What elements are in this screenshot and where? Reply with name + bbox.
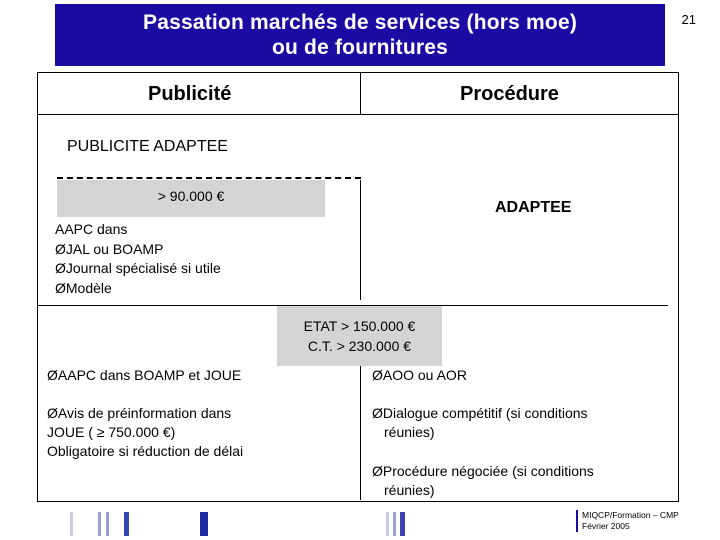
- footer-decoration-bar: [386, 512, 389, 536]
- column-divider-middle: [360, 180, 361, 300]
- preinformation-line: Obligatoire si réduction de délai: [47, 443, 244, 459]
- ct-threshold-line: C.T. > 230.000 €: [307, 338, 412, 354]
- footer-decoration-bar: [393, 512, 396, 536]
- list-item: ØModèle: [55, 279, 112, 296]
- preinformation-line: JOUE ( ≥ 750.000 €): [47, 424, 176, 440]
- publicite-adaptee-label: PUBLICITE ADAPTEE: [67, 138, 228, 155]
- column-heading-publicite: Publicité: [148, 83, 232, 105]
- preinformation-line: ØAvis de préinformation dans: [47, 405, 232, 421]
- dashed-separator: [57, 177, 361, 179]
- dialogue-line: réunies): [384, 424, 435, 440]
- etat-threshold-line: ETAT > 150.000 €: [303, 318, 416, 334]
- list-item: ØJournal spécialisé si utile: [55, 260, 221, 276]
- list-item: ØJAL ou BOAMP: [55, 240, 164, 257]
- procedure-negociee-item: [372, 462, 594, 500]
- aapc-boamp-joue-item: ØAAPC dans BOAMP et JOUE: [47, 367, 242, 383]
- etat-threshold-box: [277, 306, 442, 366]
- footer-credit-line: Février 2005: [582, 521, 630, 531]
- column-divider-top: [360, 72, 361, 114]
- threshold-label: > 90.000 €: [157, 187, 225, 204]
- negociee-line: ØProcédure négociée (si conditions: [372, 463, 594, 479]
- negociee-line: réunies): [384, 482, 435, 498]
- header-divider: [38, 114, 678, 115]
- preinformation-item: [47, 404, 243, 461]
- footer-decoration-bar: [124, 512, 129, 536]
- column-heading-procedure: Procédure: [460, 83, 559, 105]
- list-item: AAPC dans: [55, 221, 128, 237]
- footer-decoration-bar: [400, 512, 405, 536]
- threshold-box: [57, 180, 325, 217]
- footer-decoration-bar: [70, 512, 73, 536]
- column-divider-bottom: [360, 366, 361, 500]
- aoo-aor-item: ØAOO ou AOR: [372, 367, 467, 383]
- footer-decoration-bar: [106, 512, 109, 536]
- page-number: 21: [681, 12, 696, 27]
- aapc-list: [55, 220, 221, 298]
- footer-credit-line: MIQCP/Formation – CMP: [582, 510, 679, 520]
- footer-credit: [576, 510, 679, 532]
- dialogue-line: ØDialogue compétitif (si conditions: [372, 405, 588, 421]
- title-banner: [55, 4, 665, 66]
- procedure-adaptee-label: ADAPTEE: [495, 199, 572, 216]
- footer-decoration-bar: [200, 512, 208, 536]
- dialogue-competitif-item: [372, 404, 588, 442]
- slide-title: Passation marchés de services (hors moe) ou de fournitures: [142, 11, 578, 59]
- footer-decoration-bar: [98, 512, 101, 536]
